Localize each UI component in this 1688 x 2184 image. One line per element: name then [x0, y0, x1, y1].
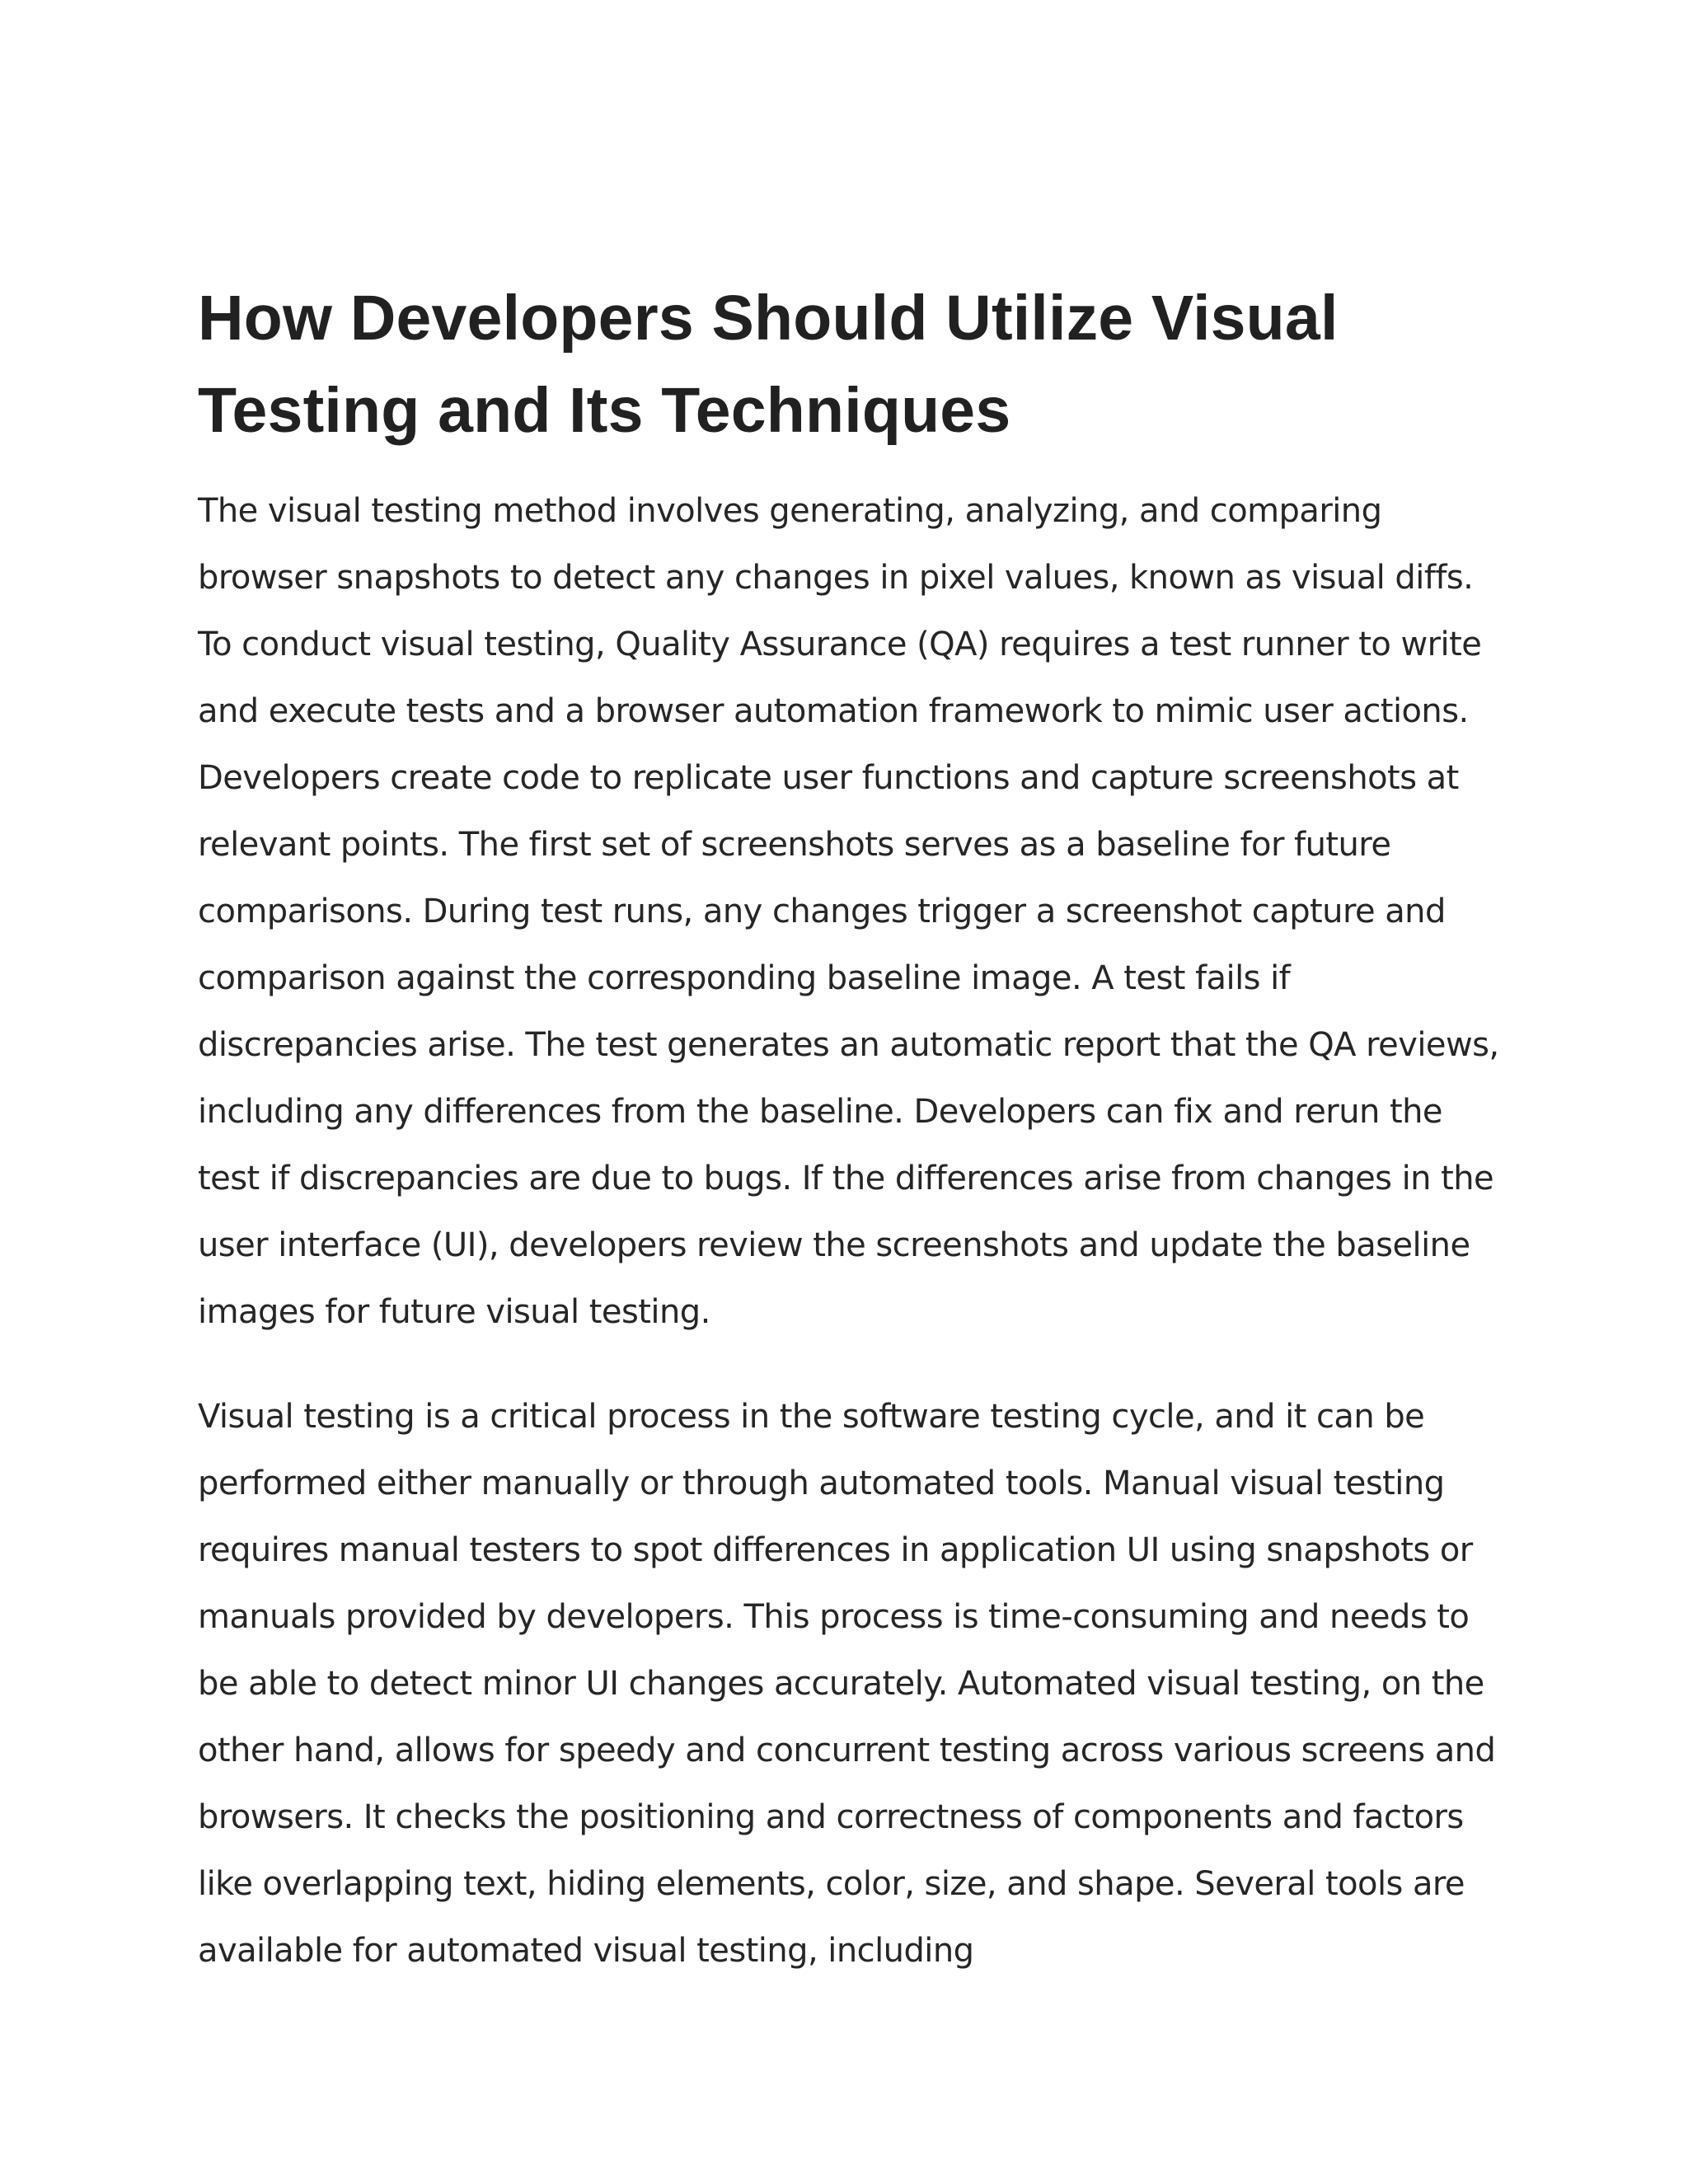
body-paragraph-1: The visual testing method involves generating, analyzing, and comparing browser snapshots to detect any changes in pixel values, known as visual diffs. To conduct visual testing, Quality Assurance (QA) requires a test runner to write and execute tests and a browser automation framework to mimic user actions. Developers create code to replicate user functions and capture screenshots at relevant points. The first set of screenshots serves as a baseline for future comparisons. During test runs, any changes trigger a screenshot capture and comparison against the corresponding baseline image. A test fails if discrepancies arise. The test generates an automatic report that the QA reviews, including any differences from the baseline. Developers can fix and rerun the test if discrepancies are due to bugs. If the differences arise from changes in the user interface (UI), developers review the screenshots and update the baseline images for future visual testing. [198, 492, 1499, 1331]
body-paragraph-2: Visual testing is a critical process in the software testing cycle, and it can be performed either manually or through automated tools. Manual visual testing requires manual testers to spot differences in application UI using snapshots or manuals provided by developers. This process is time-consuming and needs to be able to detect minor UI changes accurately. Automated visual testing, on the other hand, allows for speedy and concurrent testing across various screens and browsers. It checks the positioning and correctness of components and factors like overlapping text, hiding elements, color, size, and shape. Several tools are available for automated visual testing, including [198, 1398, 1496, 1970]
page-title: How Developers Should Utilize Visual Testing and Its Techniques [198, 283, 1339, 446]
document-content [198, 272, 1500, 1985]
